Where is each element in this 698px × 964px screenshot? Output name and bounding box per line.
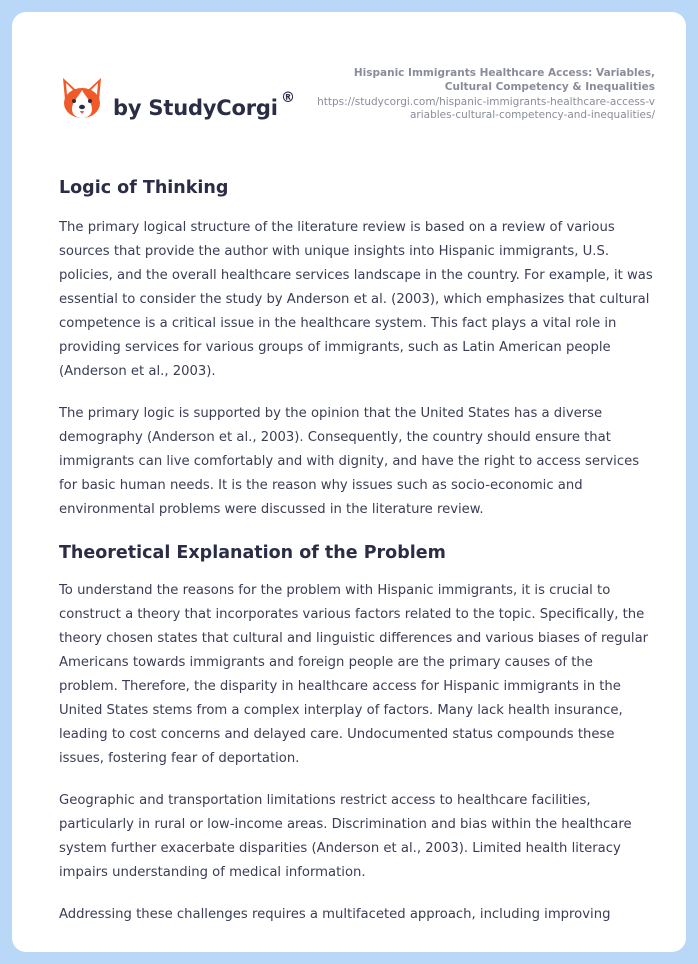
paragraph: Geographic and transportation limitations restrict access to healthcare facilities, particularly in rural or low-income areas. Discrimination and bias within the healthcare system further exacerbate disparities (Anderson et al., 2003). Limited health literacy impairs understanding of medical information. (59, 793, 632, 880)
corgi-icon (60, 76, 104, 122)
paragraph: The primary logical structure of the literature review is based on a review of various sources that provide the author with unique insights into Hispanic immigrants, U.S. policies, and the overall healthcare services landscape in the country. For example, it was essential to consider the study by Anderson et al. (2003), which emphasizes that cultural competence is a critical issue in the healthcare system. This fact plays a vital role in providing services for various groups of immigrants, such as Latin American people (Anderson et al., 2003). (59, 220, 653, 379)
document-meta (315, 66, 655, 122)
page-header (12, 12, 686, 162)
document-body (59, 175, 655, 927)
document-page (12, 12, 686, 952)
section-heading-logic: Logic of Thinking (59, 178, 229, 198)
section-heading-theory: Theoretical Explanation of the Problem (59, 543, 446, 563)
studycorgi-logo[interactable] (60, 76, 310, 124)
paragraph: Addressing these challenges requires a multifaceted approach, including improving (59, 907, 611, 922)
document-title: Hispanic Immigrants Healthcare Access: Variables, Cultural Competency & Inequalities (353, 67, 655, 93)
brand-name: by StudyCorgi (113, 96, 278, 120)
registered-mark: ® (281, 90, 295, 106)
paragraph: The primary logic is supported by the opinion that the United States has a diverse demography (Anderson et al., 2003). Consequently, the country should ensure that immigrants can live comfortably and with dignity, and have the right to access services for basic human needs. It is the reason why issues such as socio-economic and environmental problems were discussed in the literature review. (59, 406, 640, 517)
paragraph: To understand the reasons for the problem with Hispanic immigrants, it is crucial to construct a theory that incorporates various factors related to the topic. Specifically, the theory chosen states that cultural and linguistic differences and various biases of regular Americans towards immigrants and foreign people are the primary causes of the problem. Therefore, the disparity in healthcare access for Hispanic immigrants in the United States stems from a complex interplay of factors. Many lack health insurance, leading to cost concerns and delayed care. Undocumented status compounds these issues, fostering fear of deportation. (59, 583, 649, 766)
document-url[interactable]: https://studycorgi.com/hispanic-immigrants-healthcare-access-variables-cultural-competency-and-inequalities/ (317, 96, 655, 121)
